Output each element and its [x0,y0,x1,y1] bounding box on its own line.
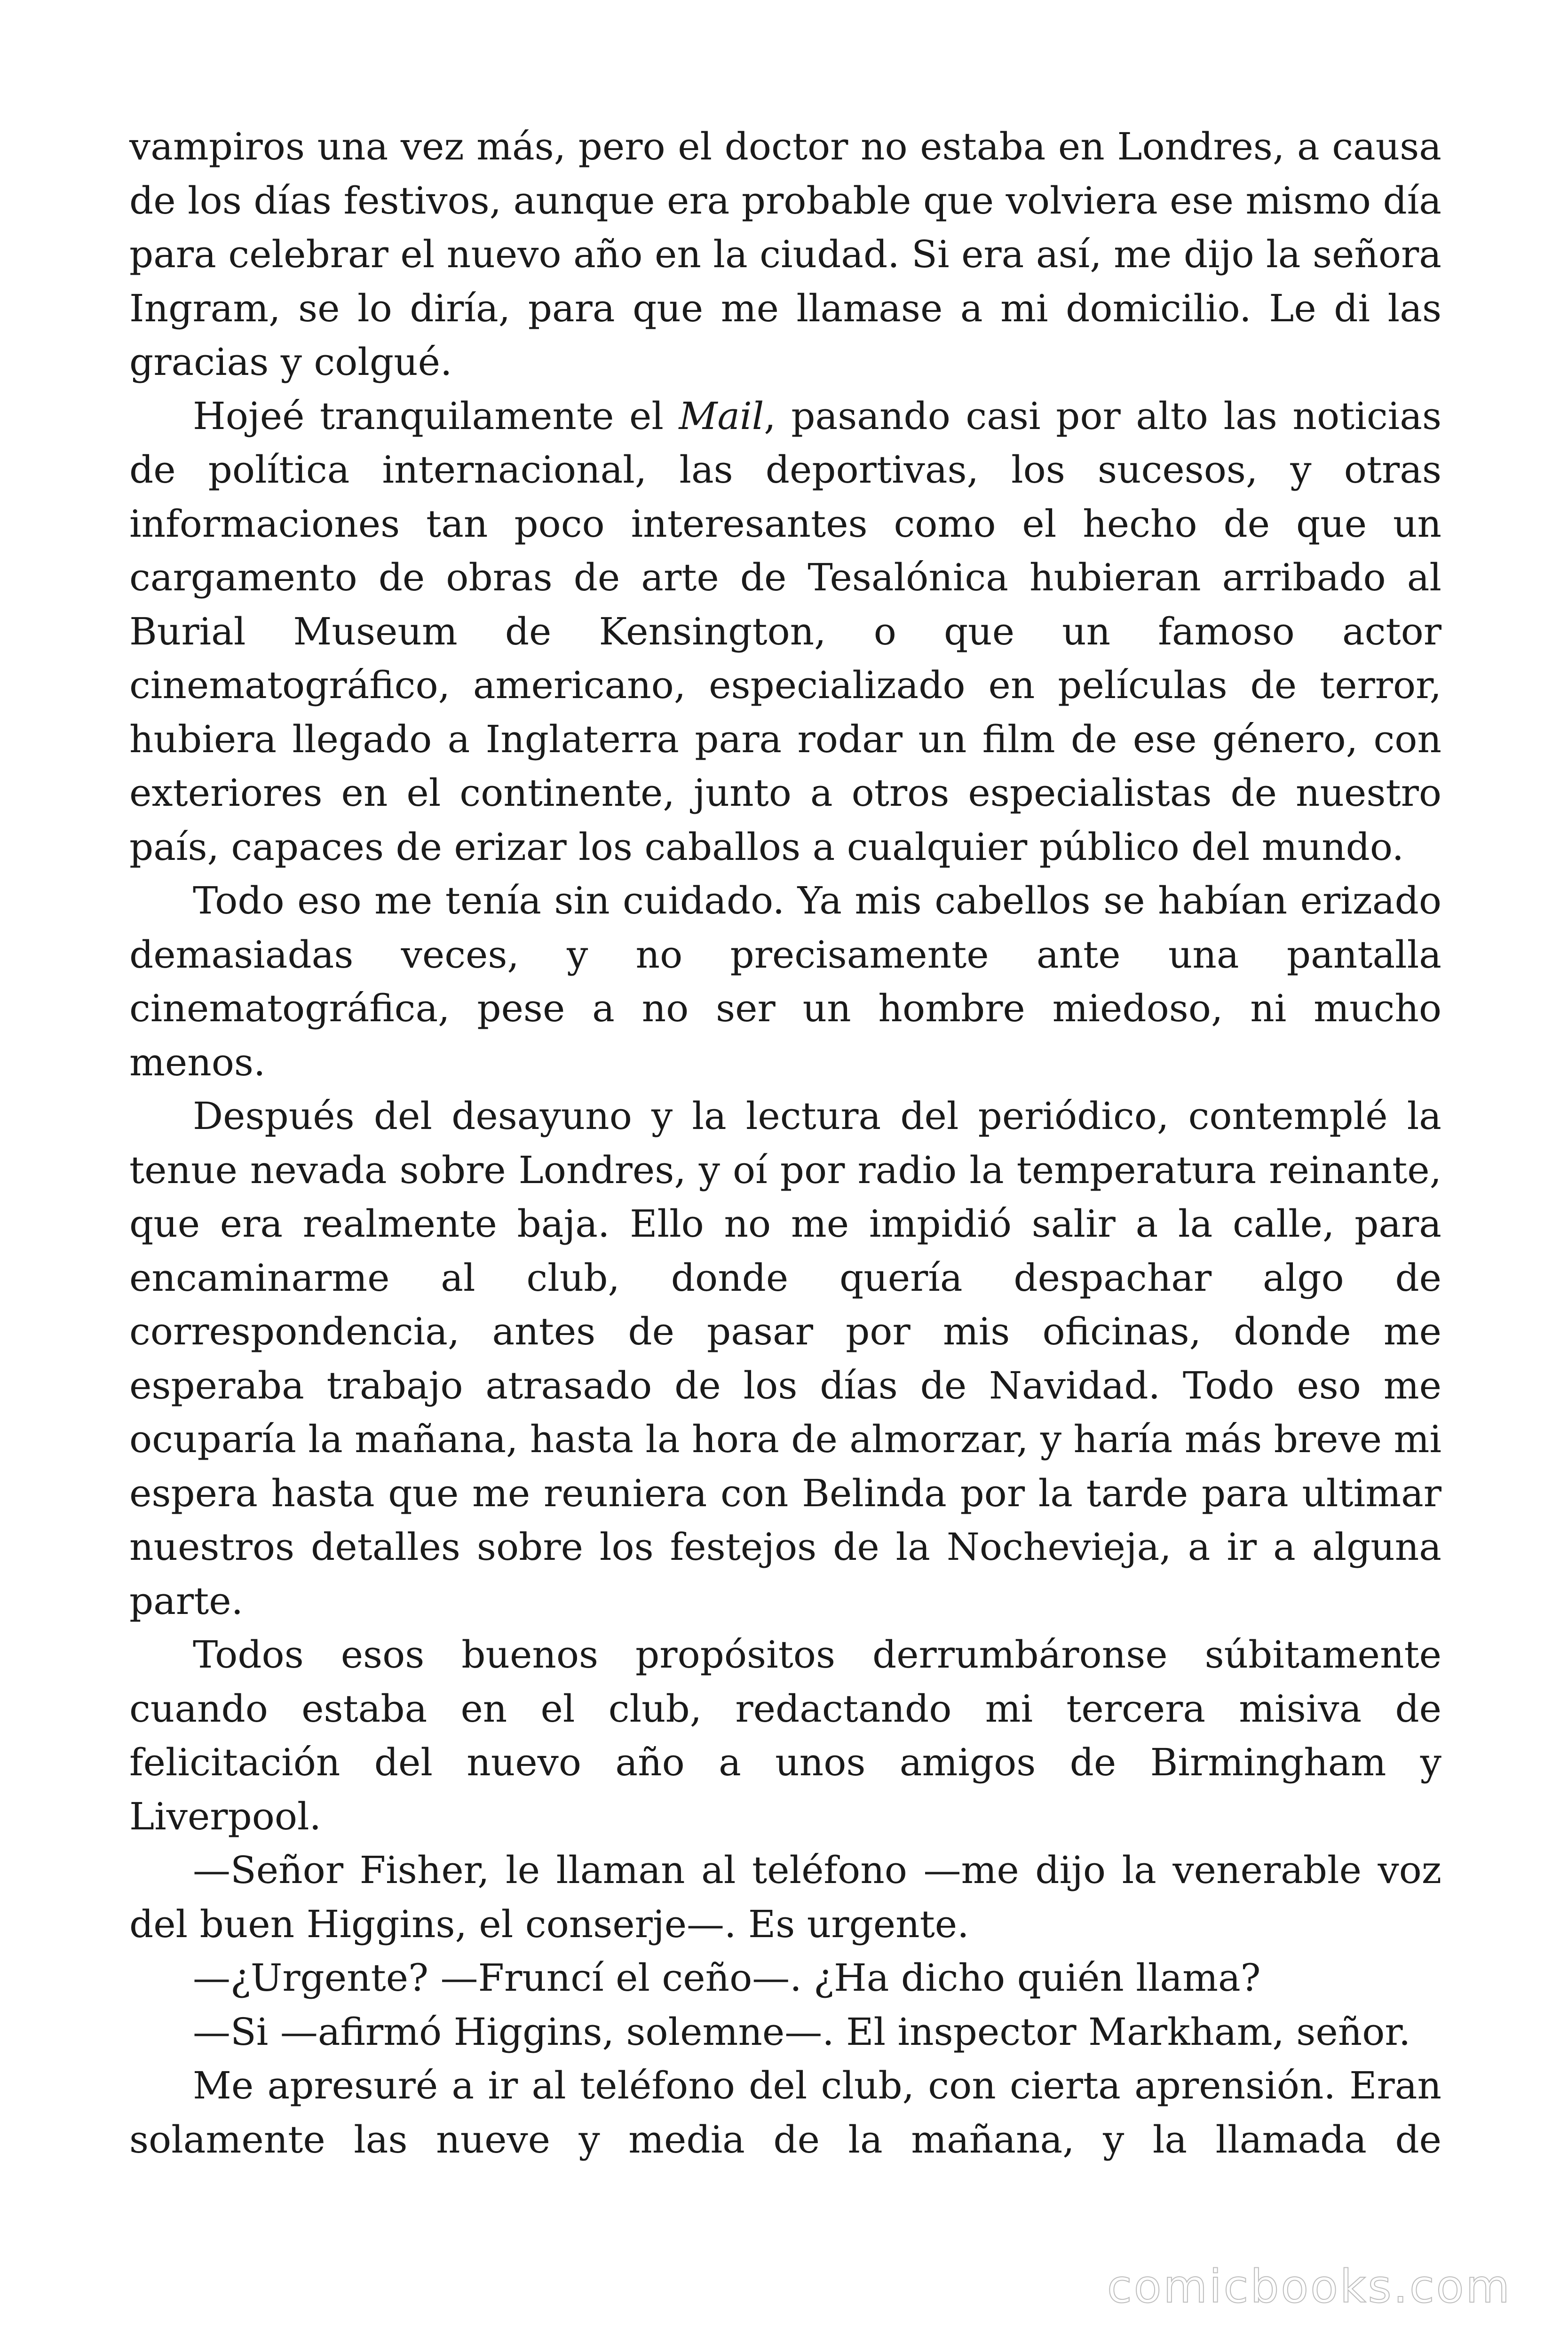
newspaper-title: Mail [679,394,764,438]
paragraph-5: Todos esos buenos propósitos derrumbáronse súbitamente cuando estaba en el club, redactando mi tercera misiva de felicitación del nuevo año a unos amigos de Birmingham y Liverpool. [129,1633,1441,1838]
dialogue-fisher: —¿Urgente? —Fruncí el ceño—. ¿Ha dicho quién llama? [193,1956,1261,2000]
paragraph-2-start: Hojeé tranquilamente el [193,394,679,438]
paragraph-1: vampiros una vez más, pero el doctor no estaba en Londres, a causa de los días festivos, aunque era probable que volviera ese mismo día para celebrar el nuevo año en la ciudad. Si era así, me dijo la señora Ingram, se lo diría, para que me llamase a mi domicilio. Le di las gracias y colgué. [129,125,1441,384]
paragraph-4: Después del desayuno y la lectura del periódico, contemplé la tenue nevada sobre Londres, y oí por radio la temperatura reinante, que era realmente baja. Ello no me impidió salir a la calle, para encaminarme al club, donde quería despachar algo de correspondencia, antes de pasar por mis oficinas, donde me esperaba trabajo atrasado de los días de Navidad. Todo eso me ocuparía la mañana, hasta la hora de almorzar, y haría más breve mi espera hasta que me reuniera con Belinda por la tarde para ultimar nuestros detalles sobre los festejos de la Nochevieja, a ir a alguna parte. [129,1094,1441,1623]
paragraph-final: Me apresuré a ir al teléfono del club, con cierta aprensión. Eran solamente las nueve y media de la mañana, y la llamada de [129,2064,1441,2161]
page-body [129,120,1441,2213]
paragraph-2 [129,389,1441,874]
dialogue-higgins-2: —Si —afirmó Higgins, solemne—. El inspector Markham, señor. [193,2010,1411,2054]
paragraph-2-end: , pasando casi por alto las noticias de política internacional, las deportivas, los sucesos, y otras informaciones tan poco interesantes como el hecho de que un cargamento de obras de arte de Tesalónica hubieran arribado al Burial Museum de Kensington, o que un famoso actor cinematográfico, americano, especializado en películas de terror, hubiera llegado a Inglaterra para rodar un film de ese género, con exteriores en el continente, junto a otros especialistas de nuestro país, capaces de erizar los caballos a cualquier público del mundo. [129,394,1441,869]
paragraph-3: Todo eso me tenía sin cuidado. Ya mis cabellos se habían erizado demasiadas veces, y no precisamente ante una pantalla cinematográfica, pese a no ser un hombre miedoso, ni mucho menos. [129,879,1441,1084]
dialogue-higgins-1: —Señor Fisher, le llaman al teléfono —me dijo la venerable voz del buen Higgins, el conserje—. Es urgente. [129,1848,1441,1946]
watermark-logo: comicbooks.com [1107,2260,1512,2313]
